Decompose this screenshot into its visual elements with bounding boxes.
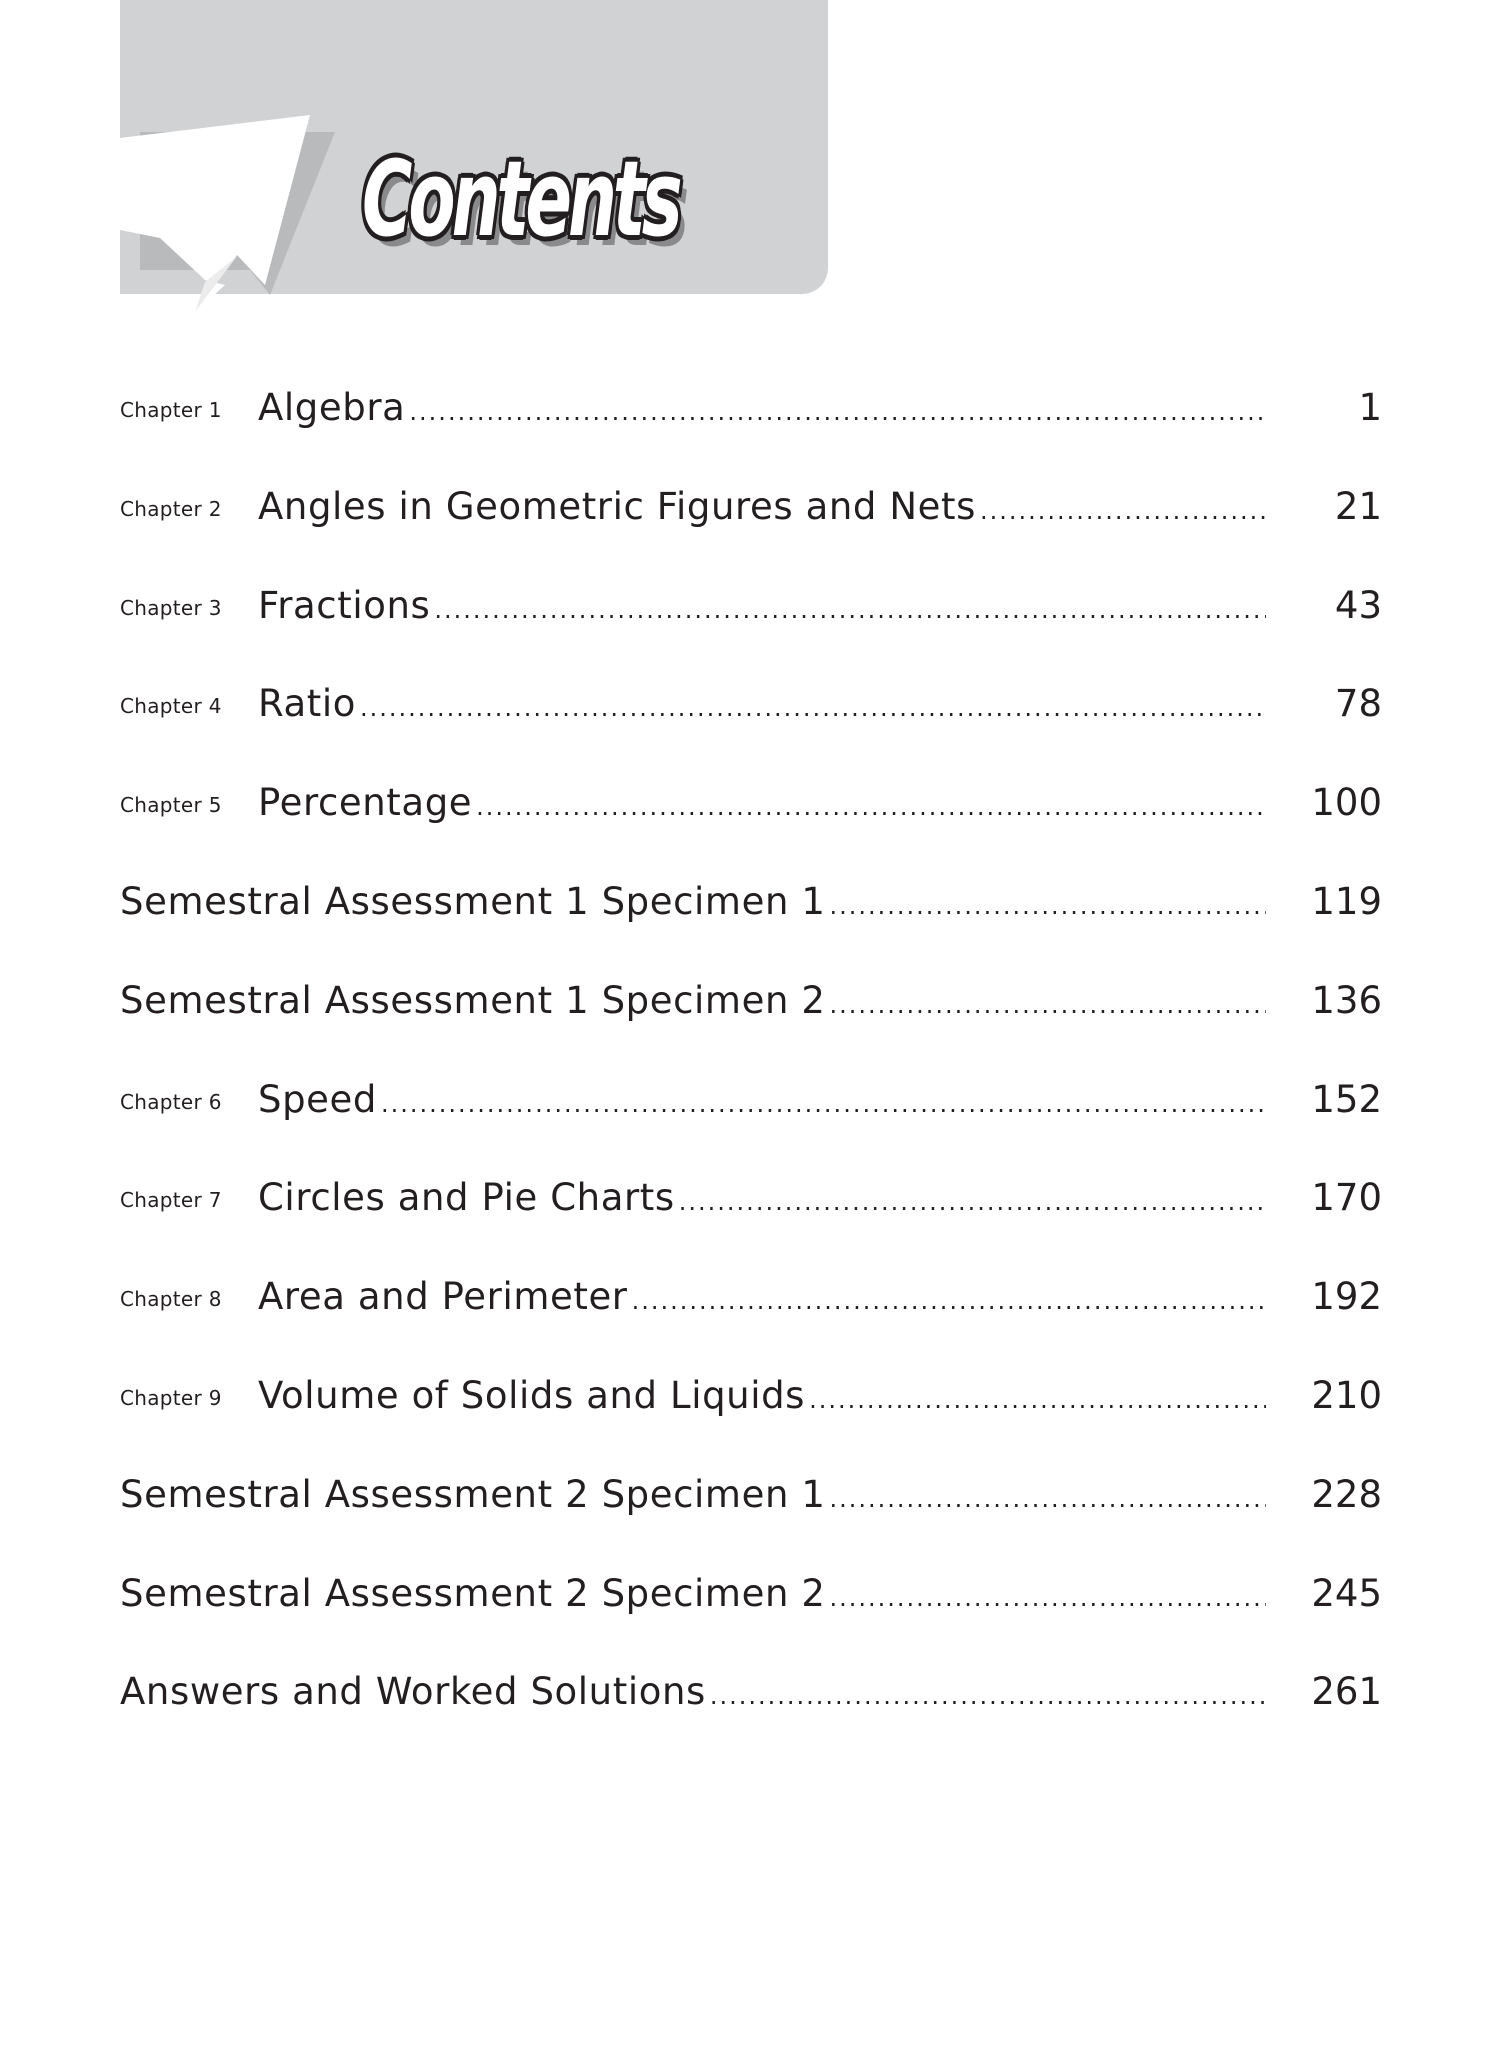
entry-title[interactable]: Speed — [258, 1078, 377, 1121]
page-number[interactable]: 1 — [1358, 386, 1382, 429]
dot-leader — [826, 876, 1267, 932]
page-number[interactable]: 100 — [1311, 781, 1382, 824]
dot-leader — [706, 1666, 1266, 1722]
toc-entry[interactable] — [120, 1366, 1382, 1426]
entry-line — [258, 773, 1266, 833]
page-number[interactable]: 43 — [1334, 584, 1382, 627]
dot-leader — [628, 1271, 1266, 1327]
toc-entry[interactable] — [120, 576, 1382, 636]
entry-line — [120, 1465, 1266, 1525]
page-number[interactable]: 119 — [1311, 880, 1382, 923]
chapter-label: Chapter 8 — [120, 1287, 222, 1311]
dot-leader — [472, 777, 1266, 833]
toc-entry[interactable] — [120, 1662, 1382, 1722]
page-number[interactable]: 192 — [1311, 1275, 1382, 1318]
toc-entry[interactable] — [120, 1267, 1382, 1327]
chapter-label: Chapter 1 — [120, 398, 222, 422]
entry-title[interactable]: Semestral Assessment 1 Specimen 1 — [120, 880, 826, 923]
dot-leader — [675, 1172, 1266, 1228]
entry-title[interactable]: Semestral Assessment 1 Specimen 2 — [120, 979, 826, 1022]
toc-entry[interactable] — [120, 1465, 1382, 1525]
dot-leader — [405, 382, 1266, 438]
entry-title[interactable]: Semestral Assessment 2 Specimen 2 — [120, 1572, 826, 1615]
dot-leader — [826, 1568, 1267, 1624]
entry-title[interactable]: Ratio — [258, 682, 356, 725]
dot-leader — [826, 975, 1267, 1031]
entry-title[interactable]: Semestral Assessment 2 Specimen 1 — [120, 1473, 826, 1516]
entry-line — [120, 1564, 1266, 1624]
entry-title[interactable]: Volume of Solids and Liquids — [258, 1374, 806, 1417]
toc-entry[interactable] — [120, 1564, 1382, 1624]
entry-title[interactable]: Percentage — [258, 781, 473, 824]
page-number[interactable]: 78 — [1334, 682, 1382, 725]
entry-line — [258, 1366, 1266, 1426]
entry-line — [258, 1070, 1266, 1130]
page-number[interactable]: 245 — [1311, 1572, 1382, 1615]
page-title: Contents — [362, 138, 679, 260]
entry-line — [120, 971, 1266, 1031]
page-number[interactable]: 152 — [1311, 1078, 1382, 1121]
toc-entry[interactable] — [120, 872, 1382, 932]
toc-entry[interactable] — [120, 477, 1382, 537]
chapter-label: Chapter 6 — [120, 1090, 222, 1114]
toc-entry[interactable] — [120, 378, 1382, 438]
page-number[interactable]: 261 — [1311, 1670, 1382, 1713]
entry-title[interactable]: Circles and Pie Charts — [258, 1176, 675, 1219]
entry-title[interactable]: Answers and Worked Solutions — [120, 1670, 706, 1713]
entry-line — [258, 674, 1266, 734]
page-number[interactable]: 228 — [1311, 1473, 1382, 1516]
entry-line — [120, 872, 1266, 932]
dot-leader — [430, 580, 1266, 636]
entry-line — [120, 1662, 1266, 1722]
dot-leader — [356, 678, 1266, 734]
entry-title[interactable]: Angles in Geometric Figures and Nets — [258, 485, 977, 528]
chapter-label: Chapter 3 — [120, 596, 222, 620]
chapter-label: Chapter 4 — [120, 694, 222, 718]
chapter-label: Chapter 2 — [120, 497, 222, 521]
dot-leader — [976, 481, 1266, 537]
toc-entry[interactable] — [120, 674, 1382, 734]
toc-entry[interactable] — [120, 1070, 1382, 1130]
entry-title[interactable]: Algebra — [258, 386, 406, 429]
chapter-label: Chapter 5 — [120, 793, 222, 817]
toc-entry[interactable] — [120, 773, 1382, 833]
entry-line — [258, 378, 1266, 438]
toc-entry[interactable] — [120, 971, 1382, 1031]
entry-line — [258, 1267, 1266, 1327]
dot-leader — [377, 1074, 1266, 1130]
dot-leader — [826, 1469, 1267, 1525]
page-number[interactable]: 210 — [1311, 1374, 1382, 1417]
chapter-label: Chapter 7 — [120, 1188, 222, 1212]
chapter-label: Chapter 9 — [120, 1386, 222, 1410]
toc-entry[interactable] — [120, 1168, 1382, 1228]
page-number[interactable]: 136 — [1311, 979, 1382, 1022]
entry-title[interactable]: Fractions — [258, 584, 431, 627]
entry-line — [258, 1168, 1266, 1228]
dot-leader — [805, 1370, 1266, 1426]
entry-line — [258, 477, 1266, 537]
entry-line — [258, 576, 1266, 636]
page-number[interactable]: 21 — [1334, 485, 1382, 528]
page-number[interactable]: 170 — [1311, 1176, 1382, 1219]
entry-title[interactable]: Area and Perimeter — [258, 1275, 628, 1318]
